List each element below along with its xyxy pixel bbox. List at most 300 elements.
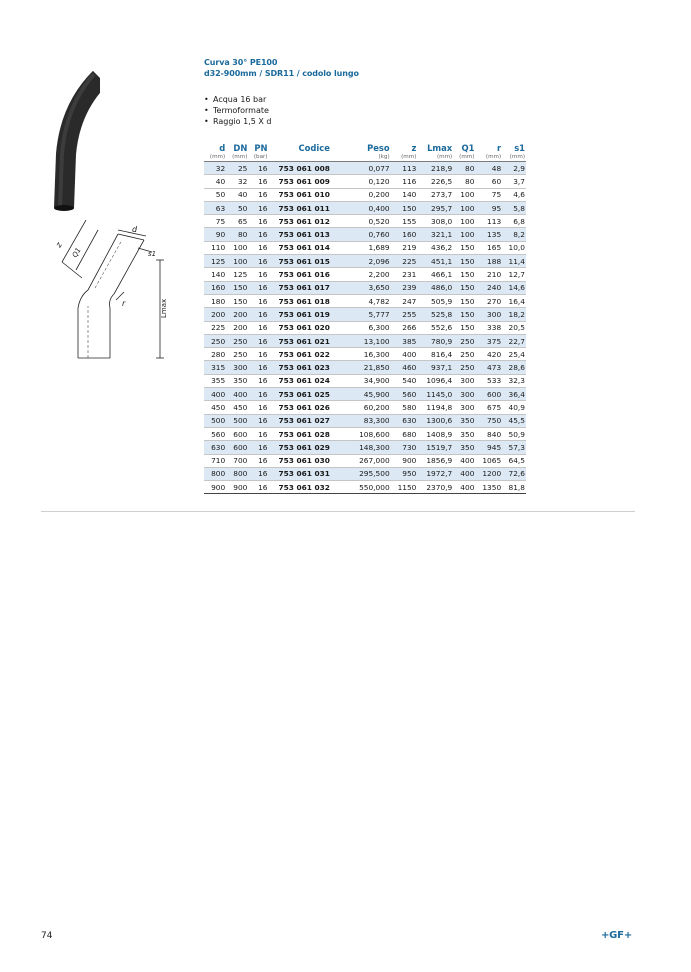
table-cell: 40,9	[502, 401, 526, 414]
table-cell: 1096,4	[417, 374, 453, 387]
table-cell: 0,520	[349, 215, 391, 228]
table-cell: 2370,9	[417, 481, 453, 494]
table-cell: 753 061 024	[269, 374, 349, 387]
unit-row	[204, 153, 526, 162]
table-cell: 80	[453, 162, 475, 175]
table-cell: 270	[475, 294, 502, 307]
table-cell: 6,8	[502, 215, 526, 228]
table-cell: 295,7	[417, 201, 453, 214]
table-cell: 500	[226, 414, 248, 427]
unit-q1: (mm)	[453, 153, 475, 162]
table-cell: 16	[248, 361, 268, 374]
table-cell: 700	[226, 454, 248, 467]
table-cell: 753 061 030	[269, 454, 349, 467]
table-cell: 110	[204, 241, 226, 254]
table-cell: 16	[248, 175, 268, 188]
table-cell: 140	[204, 268, 226, 281]
table-cell: 72,6	[502, 467, 526, 480]
table-cell: 580	[391, 401, 418, 414]
unit-pn: (bar)	[248, 153, 268, 162]
table-cell: 16	[248, 215, 268, 228]
table-cell: 16	[248, 268, 268, 281]
table-cell: 155	[391, 215, 418, 228]
table-row	[204, 388, 526, 401]
product-title-line-2: d32-900mm / SDR11 / codolo lungo	[204, 69, 359, 78]
table-row	[204, 467, 526, 480]
table-cell: 219	[391, 241, 418, 254]
unit-s1: (mm)	[502, 153, 526, 162]
table-cell: 40	[204, 175, 226, 188]
table-cell: 10,0	[502, 241, 526, 254]
table-cell: 48	[475, 162, 502, 175]
table-row	[204, 374, 526, 387]
table-cell: 753 061 015	[269, 255, 349, 268]
table-cell: 1194,8	[417, 401, 453, 414]
table-cell: 675	[475, 401, 502, 414]
diagram-label-d: d	[132, 225, 138, 234]
table-cell: 840	[475, 427, 502, 440]
table-cell: 125	[204, 255, 226, 268]
table-cell: 450	[226, 401, 248, 414]
table-cell: 50	[226, 201, 248, 214]
table-cell: 75	[475, 188, 502, 201]
table-row	[204, 308, 526, 321]
table-cell: 560	[391, 388, 418, 401]
table-cell: 150	[453, 268, 475, 281]
unit-z: (mm)	[391, 153, 418, 162]
col-header-r: r	[497, 142, 502, 153]
table-cell: 753 061 020	[269, 321, 349, 334]
table-cell: 710	[204, 454, 226, 467]
table-cell: 218,9	[417, 162, 453, 175]
table-cell: 80	[453, 175, 475, 188]
table-cell: 533	[475, 374, 502, 387]
table-cell: 16	[248, 334, 268, 347]
table-cell: 1150	[391, 481, 418, 494]
table-cell: 250	[226, 348, 248, 361]
bullet-icon: •	[204, 95, 209, 104]
table-cell: 753 061 029	[269, 441, 349, 454]
table-cell: 753 061 011	[269, 201, 349, 214]
table-cell: 148,300	[349, 441, 391, 454]
table-cell: 113	[391, 162, 418, 175]
table-cell: 90	[204, 228, 226, 241]
table-cell: 753 061 021	[269, 334, 349, 347]
table-cell: 0,077	[349, 162, 391, 175]
diagram-label-s1: s1	[148, 250, 157, 258]
table-cell: 400	[204, 388, 226, 401]
table-cell: 550,000	[349, 481, 391, 494]
table-cell: 250	[204, 334, 226, 347]
table-row	[204, 348, 526, 361]
table-cell: 81,8	[502, 481, 526, 494]
table-cell: 350	[453, 427, 475, 440]
table-cell: 300	[453, 401, 475, 414]
table-cell: 753 061 017	[269, 281, 349, 294]
col-header-peso: Peso	[367, 142, 390, 153]
table-cell: 135	[475, 228, 502, 241]
table-cell: 753 061 016	[269, 268, 349, 281]
table-cell: 2,200	[349, 268, 391, 281]
table-cell: 16	[248, 321, 268, 334]
feature-text: Acqua 16 bar	[213, 95, 267, 104]
table-cell: 250	[453, 361, 475, 374]
unit-peso: (kg)	[349, 153, 391, 162]
table-cell: 250	[226, 334, 248, 347]
table-row	[204, 188, 526, 201]
table-row	[204, 481, 526, 494]
table-cell: 400	[391, 348, 418, 361]
table-cell: 600	[475, 388, 502, 401]
gf-logo: +GF+	[601, 930, 632, 941]
spec-table-body	[204, 162, 526, 494]
table-cell: 32	[204, 162, 226, 175]
table-cell: 150	[453, 281, 475, 294]
table-cell: 200	[204, 308, 226, 321]
table-cell: 900	[226, 481, 248, 494]
feature-text: Termoformate	[213, 106, 269, 115]
table-cell: 57,3	[502, 441, 526, 454]
table-cell: 2,096	[349, 255, 391, 268]
table-cell: 247	[391, 294, 418, 307]
table-cell: 140	[391, 188, 418, 201]
table-cell: 451,1	[417, 255, 453, 268]
unit-codice	[269, 153, 349, 162]
table-row	[204, 441, 526, 454]
table-cell: 730	[391, 441, 418, 454]
table-cell: 753 061 018	[269, 294, 349, 307]
feature-item	[204, 94, 271, 105]
table-cell: 20,5	[502, 321, 526, 334]
col-header-lmax: Lmax	[427, 142, 453, 153]
product-title-line-1: Curva 30° PE100	[204, 58, 278, 67]
col-header-z: z	[411, 142, 417, 153]
diagram-label-r: r	[122, 299, 126, 308]
section-divider	[41, 511, 635, 512]
table-cell: 753 061 026	[269, 401, 349, 414]
table-cell: 16,4	[502, 294, 526, 307]
table-cell: 780,9	[417, 334, 453, 347]
table-cell: 100	[226, 241, 248, 254]
table-cell: 950	[391, 467, 418, 480]
table-cell: 600	[226, 427, 248, 440]
table-cell: 5,8	[502, 201, 526, 214]
table-cell: 400	[226, 388, 248, 401]
feature-list	[204, 94, 271, 127]
table-cell: 200	[226, 308, 248, 321]
table-row	[204, 268, 526, 281]
table-cell: 1145,0	[417, 388, 453, 401]
table-cell: 505,9	[417, 294, 453, 307]
table-cell: 16	[248, 467, 268, 480]
table-cell: 16	[248, 414, 268, 427]
table-cell: 150	[453, 308, 475, 321]
col-header-dn: DN	[233, 142, 248, 153]
table-cell: 3,7	[502, 175, 526, 188]
table-cell: 300	[226, 361, 248, 374]
bullet-icon: •	[204, 106, 209, 115]
table-cell: 753 061 008	[269, 162, 349, 175]
table-row	[204, 361, 526, 374]
col-header-d: d	[219, 142, 226, 153]
table-row	[204, 281, 526, 294]
table-cell: 420	[475, 348, 502, 361]
table-cell: 34,900	[349, 374, 391, 387]
table-cell: 486,0	[417, 281, 453, 294]
table-row	[204, 454, 526, 467]
table-cell: 188	[475, 255, 502, 268]
table-cell: 16	[248, 454, 268, 467]
table-cell: 150	[226, 294, 248, 307]
table-cell: 1200	[475, 467, 502, 480]
table-cell: 400	[453, 481, 475, 494]
table-cell: 22,7	[502, 334, 526, 347]
table-cell: 0,200	[349, 188, 391, 201]
table-row	[204, 321, 526, 334]
table-cell: 36,4	[502, 388, 526, 401]
table-cell: 60,200	[349, 401, 391, 414]
table-cell: 255	[391, 308, 418, 321]
table-cell: 225	[391, 255, 418, 268]
table-cell: 16	[248, 188, 268, 201]
table-row	[204, 334, 526, 347]
table-cell: 753 061 031	[269, 467, 349, 480]
table-cell: 240	[475, 281, 502, 294]
table-cell: 350	[453, 441, 475, 454]
table-cell: 3,650	[349, 281, 391, 294]
bend-dimension-diagram	[40, 220, 190, 370]
table-cell: 308,0	[417, 215, 453, 228]
table-cell: 1065	[475, 454, 502, 467]
table-cell: 250	[453, 334, 475, 347]
table-cell: 0,760	[349, 228, 391, 241]
table-cell: 21,850	[349, 361, 391, 374]
table-cell: 800	[226, 467, 248, 480]
table-cell: 2,9	[502, 162, 526, 175]
table-cell: 1300,6	[417, 414, 453, 427]
table-cell: 14,6	[502, 281, 526, 294]
table-cell: 210	[475, 268, 502, 281]
table-cell: 12,7	[502, 268, 526, 281]
table-cell: 466,1	[417, 268, 453, 281]
table-cell: 25,4	[502, 348, 526, 361]
table-cell: 300	[453, 374, 475, 387]
table-cell: 83,300	[349, 414, 391, 427]
table-cell: 13,100	[349, 334, 391, 347]
table-cell: 753 061 032	[269, 481, 349, 494]
table-cell: 225	[204, 321, 226, 334]
header-row	[204, 142, 526, 153]
table-cell: 180	[204, 294, 226, 307]
table-row	[204, 215, 526, 228]
table-cell: 753 061 023	[269, 361, 349, 374]
table-cell: 16	[248, 228, 268, 241]
table-cell: 150	[453, 255, 475, 268]
table-cell: 1972,7	[417, 467, 453, 480]
table-cell: 355	[204, 374, 226, 387]
table-row	[204, 162, 526, 175]
table-cell: 753 061 025	[269, 388, 349, 401]
table-cell: 150	[453, 241, 475, 254]
table-cell: 16	[248, 481, 268, 494]
table-cell: 165	[475, 241, 502, 254]
table-cell: 400	[453, 454, 475, 467]
table-row	[204, 401, 526, 414]
table-cell: 45,5	[502, 414, 526, 427]
table-cell: 753 061 019	[269, 308, 349, 321]
table-cell: 295,500	[349, 467, 391, 480]
unit-d: (mm)	[204, 153, 226, 162]
table-cell: 16	[248, 201, 268, 214]
table-cell: 100	[453, 201, 475, 214]
table-cell: 1,689	[349, 241, 391, 254]
table-cell: 315	[204, 361, 226, 374]
table-cell: 65	[226, 215, 248, 228]
table-cell: 753 061 027	[269, 414, 349, 427]
table-cell: 200	[226, 321, 248, 334]
table-cell: 630	[391, 414, 418, 427]
table-cell: 900	[204, 481, 226, 494]
table-cell: 60	[475, 175, 502, 188]
table-cell: 100	[226, 255, 248, 268]
table-cell: 350	[453, 414, 475, 427]
table-cell: 753 061 012	[269, 215, 349, 228]
table-row	[204, 241, 526, 254]
col-header-q1: Q1	[461, 142, 475, 153]
table-cell: 816,4	[417, 348, 453, 361]
table-cell: 753 061 009	[269, 175, 349, 188]
table-cell: 900	[391, 454, 418, 467]
table-cell: 250	[453, 348, 475, 361]
table-cell: 16	[248, 241, 268, 254]
table-cell: 28,6	[502, 361, 526, 374]
table-row	[204, 201, 526, 214]
table-row	[204, 414, 526, 427]
table-cell: 125	[226, 268, 248, 281]
table-cell: 16	[248, 401, 268, 414]
table-cell: 239	[391, 281, 418, 294]
table-row	[204, 255, 526, 268]
table-cell: 11,4	[502, 255, 526, 268]
table-cell: 473	[475, 361, 502, 374]
table-cell: 63	[204, 201, 226, 214]
table-cell: 267,000	[349, 454, 391, 467]
table-cell: 150	[453, 294, 475, 307]
table-cell: 945	[475, 441, 502, 454]
table-cell: 160	[204, 281, 226, 294]
table-cell: 16	[248, 294, 268, 307]
table-cell: 385	[391, 334, 418, 347]
table-cell: 16,300	[349, 348, 391, 361]
table-cell: 6,300	[349, 321, 391, 334]
table-cell: 552,6	[417, 321, 453, 334]
table-cell: 95	[475, 201, 502, 214]
table-cell: 300	[475, 308, 502, 321]
spec-table	[204, 142, 526, 494]
table-row	[204, 228, 526, 241]
table-cell: 113	[475, 215, 502, 228]
pipe-bend-photo	[40, 56, 100, 216]
table-cell: 560	[204, 427, 226, 440]
table-cell: 16	[248, 308, 268, 321]
table-cell: 50	[204, 188, 226, 201]
table-cell: 1856,9	[417, 454, 453, 467]
col-header-codice: Codice	[298, 142, 330, 153]
table-cell: 525,8	[417, 308, 453, 321]
table-cell: 40	[226, 188, 248, 201]
table-cell: 321,1	[417, 228, 453, 241]
table-cell: 16	[248, 427, 268, 440]
table-cell: 32	[226, 175, 248, 188]
product-title	[204, 57, 534, 79]
table-cell: 1350	[475, 481, 502, 494]
table-cell: 753 061 028	[269, 427, 349, 440]
table-cell: 1519,7	[417, 441, 453, 454]
feature-item	[204, 105, 271, 116]
table-cell: 5,777	[349, 308, 391, 321]
table-cell: 16	[248, 281, 268, 294]
table-cell: 16	[248, 374, 268, 387]
table-cell: 750	[475, 414, 502, 427]
table-cell: 160	[391, 228, 418, 241]
table-cell: 100	[453, 215, 475, 228]
table-row	[204, 175, 526, 188]
table-cell: 280	[204, 348, 226, 361]
table-cell: 937,1	[417, 361, 453, 374]
table-cell: 338	[475, 321, 502, 334]
table-cell: 16	[248, 388, 268, 401]
table-cell: 273,7	[417, 188, 453, 201]
table-row	[204, 294, 526, 307]
table-cell: 375	[475, 334, 502, 347]
table-cell: 800	[204, 467, 226, 480]
bullet-icon: •	[204, 117, 209, 126]
table-cell: 50,9	[502, 427, 526, 440]
table-cell: 45,900	[349, 388, 391, 401]
diagram-label-z: z	[53, 240, 64, 249]
table-cell: 18,2	[502, 308, 526, 321]
table-cell: 460	[391, 361, 418, 374]
table-cell: 540	[391, 374, 418, 387]
table-cell: 300	[453, 388, 475, 401]
table-cell: 600	[226, 441, 248, 454]
table-cell: 0,120	[349, 175, 391, 188]
feature-item	[204, 116, 271, 127]
table-cell: 0,400	[349, 201, 391, 214]
table-cell: 450	[204, 401, 226, 414]
table-cell: 753 061 014	[269, 241, 349, 254]
table-cell: 753 061 022	[269, 348, 349, 361]
table-cell: 436,2	[417, 241, 453, 254]
table-cell: 25	[226, 162, 248, 175]
table-cell: 266	[391, 321, 418, 334]
table-cell: 75	[204, 215, 226, 228]
table-cell: 116	[391, 175, 418, 188]
table-cell: 226,5	[417, 175, 453, 188]
unit-dn: (mm)	[226, 153, 248, 162]
table-cell: 32,3	[502, 374, 526, 387]
feature-text: Raggio 1,5 X d	[213, 117, 272, 126]
table-cell: 150	[453, 321, 475, 334]
table-cell: 16	[248, 255, 268, 268]
table-cell: 1408,9	[417, 427, 453, 440]
table-cell: 100	[453, 228, 475, 241]
table-cell: 100	[453, 188, 475, 201]
table-cell: 16	[248, 348, 268, 361]
table-cell: 350	[226, 374, 248, 387]
table-cell: 150	[391, 201, 418, 214]
table-cell: 16	[248, 162, 268, 175]
